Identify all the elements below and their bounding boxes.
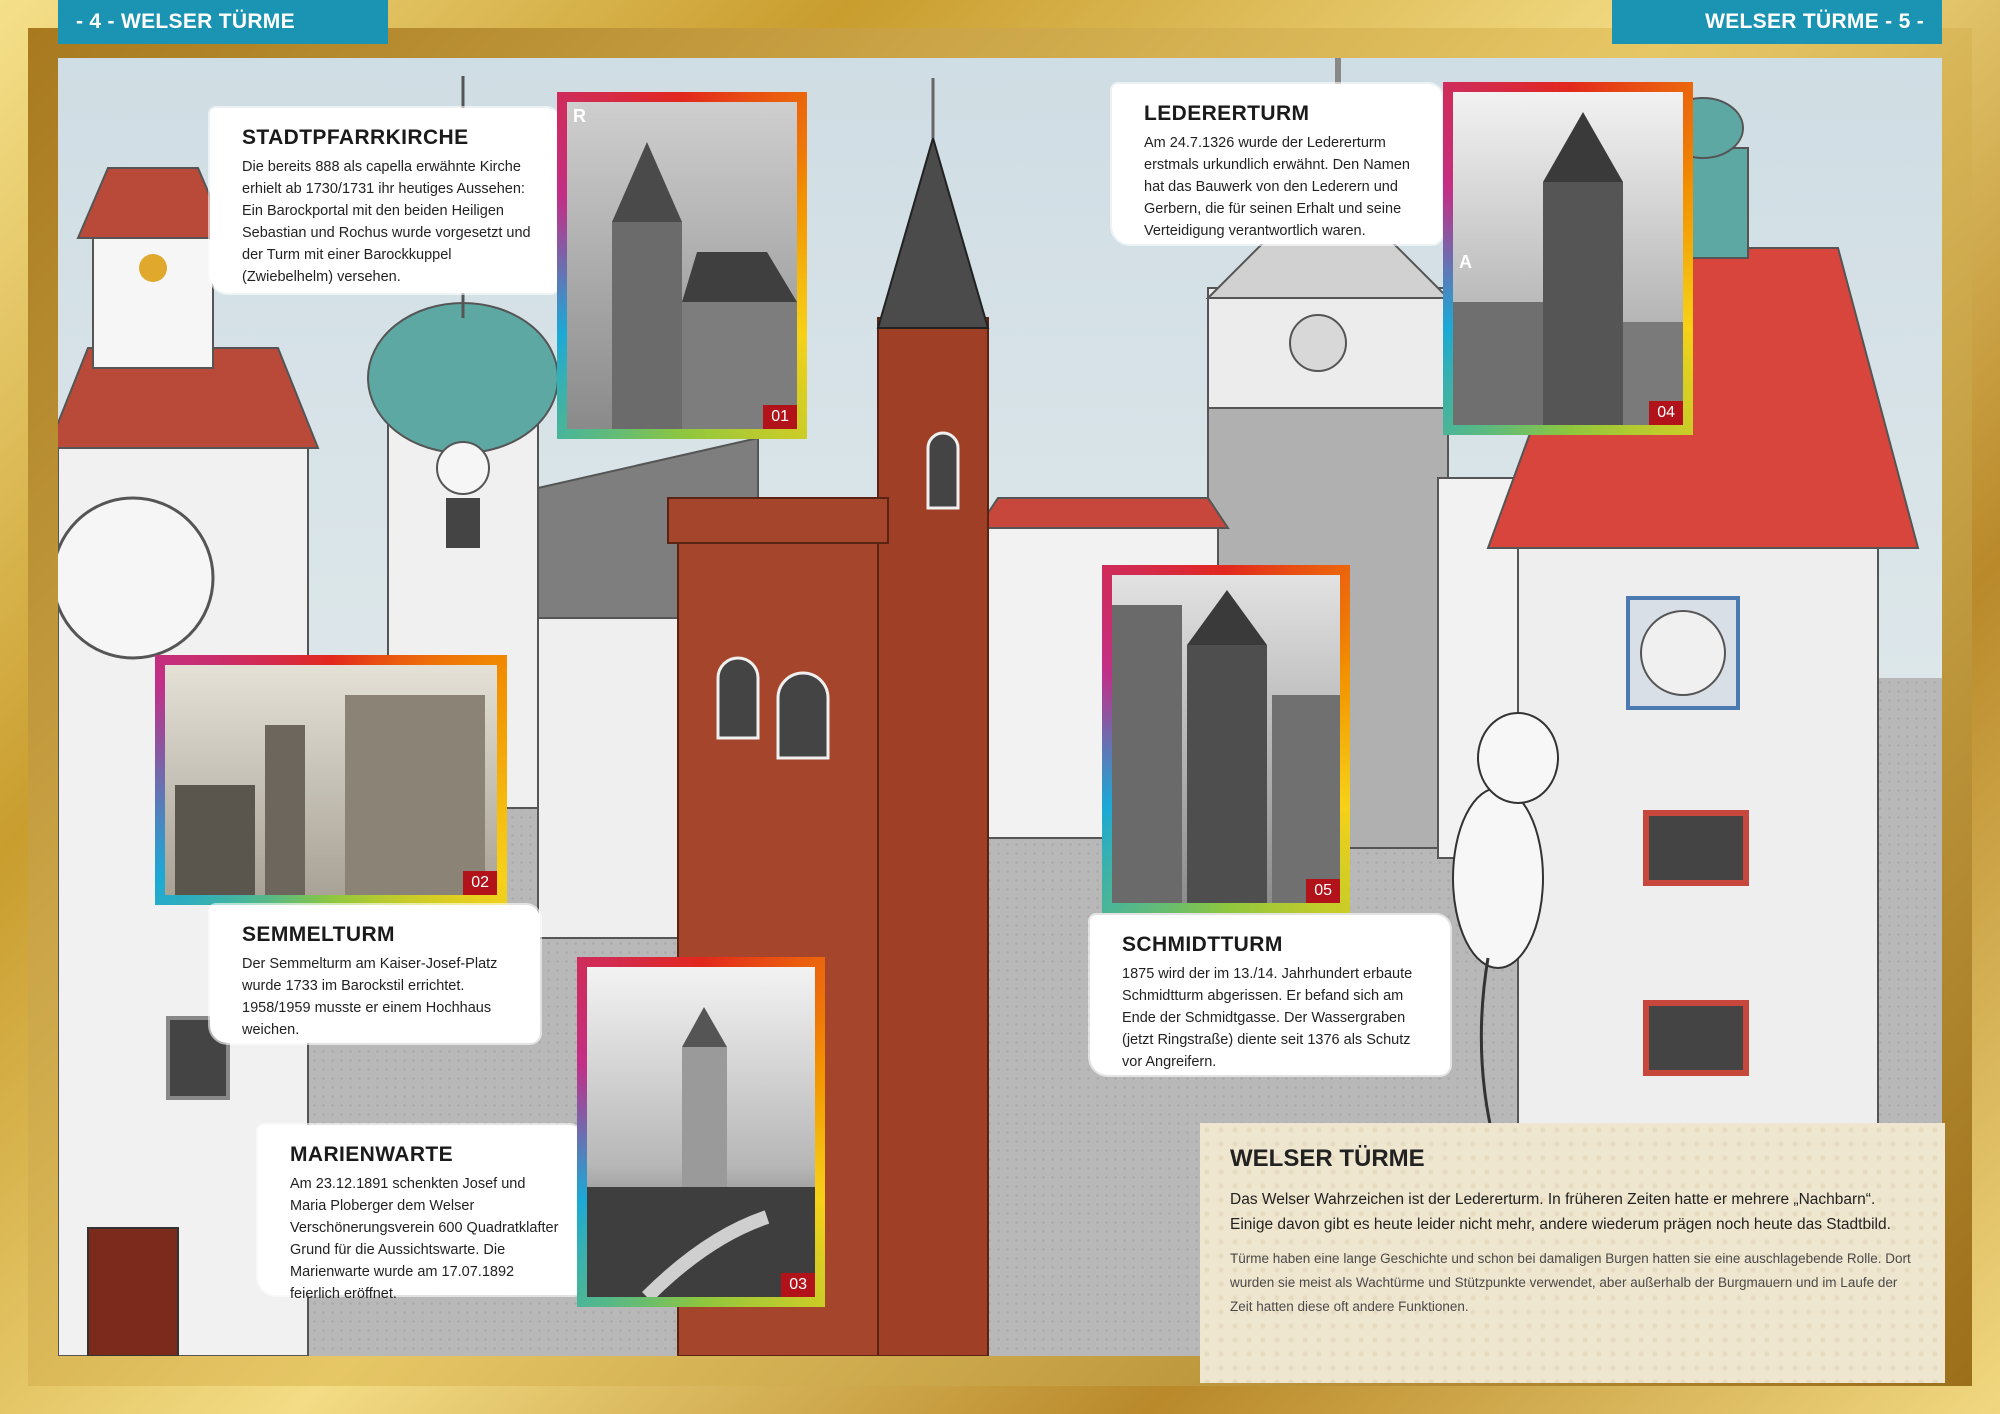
- photo-marienwarte: [587, 967, 815, 1297]
- semmelturm-photo-svg: [165, 665, 497, 895]
- photo-mark: R: [573, 106, 586, 126]
- panel-title: MARIENWARTE: [290, 1143, 454, 1166]
- panel-text: Am 23.12.1891 schenkten Josef und Maria Ploberger dem Welser Verschönerungsverein 600 Quadratklafter Grund für die Aussichtswarte. Die Marienwarte wurde am 17.07.1892 feierlich eröffnet.: [290, 1176, 559, 1302]
- panel-marienwarte: [258, 1125, 583, 1302]
- panel-title: SCHMIDTTURM: [1122, 933, 1283, 956]
- marienwarte-photo-svg: [587, 967, 815, 1297]
- photo-card-02: [155, 655, 507, 905]
- panel-schmidtturm: [1090, 915, 1450, 1075]
- photo-number: 03: [781, 1273, 815, 1297]
- info-body: Türme haben eine lange Geschichte und schon bei damaligen Burgen hatten sie eine auschlagebende Rolle. Dort wurden sie meist als Wachtürme und Stützpunkte verwendet, aber außerhalb der Burgmauern und im Laufe der Zeit hatten diese oft andere Funktionen.: [1230, 1251, 1911, 1314]
- info-title: WELSER TÜRME: [1230, 1145, 1425, 1172]
- clock-right: [1641, 611, 1725, 695]
- schmidtturm-photo-svg: [1112, 575, 1340, 903]
- photo-ledererturm: [1453, 92, 1683, 425]
- photo-number: 01: [763, 405, 797, 429]
- church-photo-svg: [567, 102, 797, 429]
- panel-text: Am 24.7.1326 wurde der Ledererturm erstmals urkundlich erwähnt. Den Namen hat das Bauwerk von den Lederern und Gerbern, die für seinen Erhalt und seine Verteidigung verantwortlich waren.: [1144, 135, 1410, 239]
- panel-title: STADTPFARRKIRCHE: [242, 126, 469, 149]
- photo-number: 05: [1306, 879, 1340, 903]
- panel-text: 1875 wird der im 13./14. Jahrhundert erbaute Schmidtturm abgerissen. Er befand sich am Ende der Schmidtgasse. Der Wassergraben (jetzt Ringstraße) diente seit 1376 als Schutz vor Angreifern.: [1122, 966, 1413, 1070]
- photo-schmidtturm: [1112, 575, 1340, 903]
- panel-text: Der Semmelturm am Kaiser-Josef-Platz wurde 1733 im Barockstil errichtet. 1958/1959 musste er einem Hochhaus weichen.: [242, 956, 498, 1038]
- mouse-illustration: [1453, 788, 1543, 968]
- panel-title: SEMMELTURM: [242, 923, 395, 946]
- photo-card-04: [1443, 82, 1693, 435]
- info-lead: Das Welser Wahrzeichen ist der Ledererturm. In früheren Zeiten hatte er mehrere „Nachbarn“. Einige davon gibt es heute leider nicht mehr, andere wiederum prägen noch heute das Stadtbild.: [1230, 1191, 1891, 1233]
- bell-icon: [139, 254, 167, 282]
- panel-stadtpfarrkirche: [210, 108, 560, 293]
- panel-semmelturm: [210, 905, 540, 1043]
- info-box-welser-tuerme: [1200, 1123, 1945, 1383]
- photo-mark: A: [1459, 252, 1472, 272]
- panel-text: Die bereits 888 als capella erwähnte Kirche erhielt ab 1730/1731 ihr heutiges Aussehen: Ein Barockportal mit den beiden Heiligen Sebastian und Rochus wurde vorgesetzt und der Turm mit einer Barockkuppel (Zwiebelhelm) versehen.: [242, 159, 531, 285]
- panel-title: LEDERERTURM: [1144, 102, 1310, 125]
- photo-card-05: [1102, 565, 1350, 913]
- ledererturm-photo-svg: [1453, 92, 1683, 425]
- photo-number: 04: [1649, 401, 1683, 425]
- photo-card-01: [557, 92, 807, 439]
- photo-stadtpfarrkirche: [567, 102, 797, 429]
- clock-left: [58, 498, 213, 658]
- photo-semmelturm: [165, 665, 497, 895]
- page-tab-right: WELSER TÜRME - 5 -: [1612, 0, 1942, 44]
- panel-ledererturm: [1112, 84, 1442, 244]
- photo-number: 02: [463, 871, 497, 895]
- photo-card-03: [577, 957, 825, 1307]
- page-tab-left: - 4 - WELSER TÜRME: [58, 0, 388, 44]
